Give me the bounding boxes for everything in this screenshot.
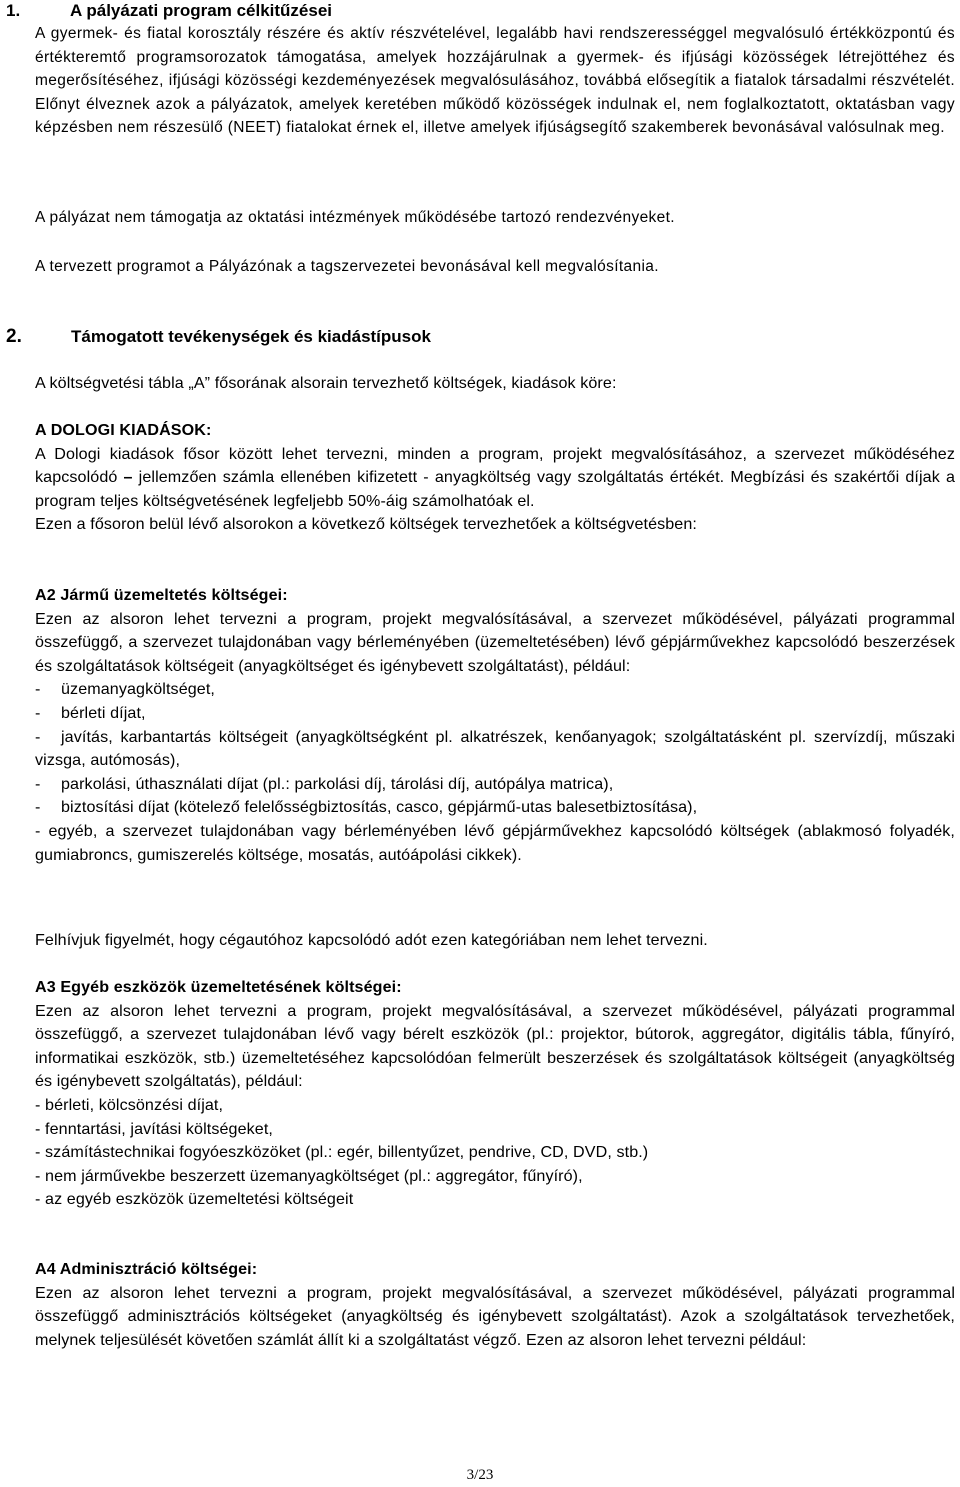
section-1-paragraph-3: A tervezett programot a Pályázónak a tagszervezetei bevonásával kell megvalósítania. [35,258,659,275]
a2-text: Ezen az alsoron lehet tervezni a program, projekt megvalósításával, a szervezet működésével, pályázati programmal összefüggő, a szervezet tulajdonában vagy bérleményében (üzemeltetésében) lévő gépjárművekhez kapcsolódó beszerzések és szolgáltatások költségeit (anyagköltséget és igénybevett szolgáltatást), például: [35,609,955,675]
list-dash: - [35,798,41,817]
dologi-text-part-a: A Dologi kiadások fősor között lehet tervezni, minden a program, projekt megvalósításához, a szervezet működéséhez kapcsolódó [35,444,955,487]
dologi-block [35,419,955,537]
a2-list-item: - üzemanyagköltséget, [35,678,955,702]
a3-list-item: - fenntartási, javítási költségeket, [35,1119,273,1138]
section-2-number: 2. [6,326,22,347]
section-1-paragraph-1: A gyermek- és fiatal korosztály részére és aktív részvételével, legalább havi rendszerességgel megvalósuló értékközpontú és értékteremtő programsorozatok támogatása, amelyek hozzájárulnak a gyermek- és ifjúsági közösségek létrejöttéhez és megerősítéséhez, ifjúsági közösségi kezdeményezések megvalósulásához, továbbá elősegítik a fiatalok társadalmi részvételét. Előnyt élveznek azok a pályázatok, amelyek keretében működő közösségek indulnak el, nem foglalkoztatott, oktatásban vagy képzésben nem részesülő (NEET) fiatalokat érnek el, illetve amelyek ifjúságsegítő szakemberek bevonásával valósulnak meg. [35,25,955,137]
section-2-intro: A költségvetési tábla „A” fősorának alsorain tervezhető költségek, kiadások köre: [35,374,617,392]
section-1-paragraph-2: A pályázat nem támogatja az oktatási intézmények működésébe tartozó rendezvényeket. [35,209,675,226]
dologi-heading: A DOLOGI KIADÁSOK: [35,421,212,439]
a4-text: Ezen az alsoron lehet tervezni a program, projekt megvalósításával, a szervezet működésével, pályázati programmal összefüggő adminisztrációs költségeket (anyagköltség és igénybevett szolgáltatást). Azok a szolgáltatások tervezhetőek, melynek teljesülését követően számlát állít ki a szolgáltatást végző. Ezen az alsoron lehet tervezni például: [35,1283,955,1349]
section-1-heading [6,0,332,22]
a2-list-item-last: - egyéb, a szervezet tulajdonában vagy bérleményében lévő gépjárművekhez kapcsolódó költségek (ablakmosó folyadék, gumiabroncs, gumiszerelés költsége, mosatás, autóápolási cikkek). [35,821,955,864]
section-1-title: A pályázati program célkitűzései [70,1,333,20]
a3-list-item: - az egyéb eszközök üzemeltetési költségeit [35,1190,354,1209]
a4-heading: A4 Adminisztráció költségei: [35,1260,258,1278]
section-2-title: Támogatott tevékenységek és kiadástípusok [71,327,431,346]
a2-list-item: - bérleti díjat, [35,702,955,726]
a3-list-item: - bérleti, kölcsönzési díjat, [35,1095,224,1114]
a3-text: Ezen az alsoron lehet tervezni a program, projekt megvalósításával, a szervezet működésével, pályázati programmal összefüggő, a szervezet tulajdonában lévő vagy bérelt eszközök (pl.: projektor, bútorok, aggregátor, digitális tábla, fűnyíró, informatikai eszközök, stb.) üzemeltetéséhez kapcsolódóan felmerült beszerzések és szolgáltatások költségeit (anyagköltség és igénybevett szolgáltatás), például: [35,1001,955,1091]
a3-list-item: - számítástechnikai fogyóeszközöket (pl.: egér, billentyűzet, pendrive, CD, DVD, stb.) [35,1143,649,1162]
page-number: 3/23 [466,1467,494,1483]
a3-block [35,976,955,1212]
a2-list-item: - biztosítási díjat (kötelező felelősségbiztosítás, casco, gépjármű-utas balesetbiztosítása), [35,796,955,820]
list-dash: - [35,727,41,746]
dologi-dash: – [123,468,133,487]
list-dash: - [35,774,41,793]
a2-heading: A2 Jármű üzemeltetés költségei: [35,586,288,604]
a3-list-item: - nem járművekbe beszerzett üzemanyagköltséget (pl.: aggregátor, fűnyíró), [35,1166,583,1185]
a4-block [35,1258,955,1352]
section-1-number: 1. [6,1,21,20]
dologi-text-part-b: jellemzően számla ellenében kifizetett - anyagköltség vagy szolgáltatás értékét. Megbízási és szakértői díjak a program teljes költségvetésének legfeljebb 50%-áig számolhatóak el. [35,468,955,510]
list-dash: - [35,680,41,699]
dologi-text-followup: Ezen a fősoron belül lévő alsorokon a következő költségek tervezhetőek a költségvetésben: [35,515,697,534]
a2-block [35,584,955,867]
list-dash: - [35,703,41,722]
a2-list-item: - javítás, karbantartás költségeit (anyagköltségként pl. alkatrészek, kenőanyagok; szolgáltatásként pl. szervízdíj, műszaki vizsga, autómosás), [35,727,955,770]
dologi-text [35,443,955,514]
a3-heading: A3 Egyéb eszközök üzemeltetésének költségei: [35,978,402,996]
a2-note: Felhívjuk figyelmét, hogy cégautóhoz kapcsolódó adót ezen kategóriában nem lehet tervezni. [35,931,708,949]
section-2-heading [6,326,431,348]
a2-list-item: - parkolási, úthasználati díjat (pl.: parkolási díj, tárolási díj, autópálya matrica), [35,773,955,797]
